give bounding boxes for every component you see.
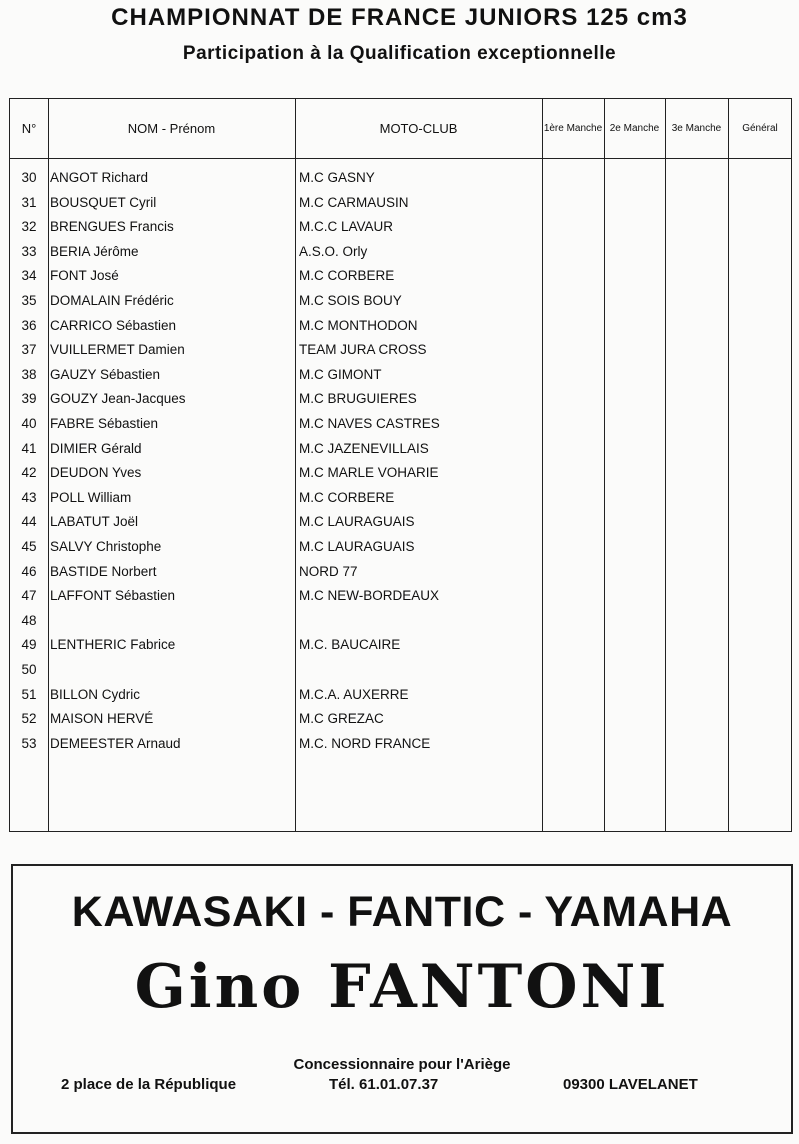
table-row: [10, 461, 791, 486]
rider-number: 30: [21, 170, 37, 185]
ad-subtitle: Concessionnaire pour l'Ariège: [293, 1056, 511, 1073]
rider-number: 35: [21, 293, 37, 308]
rider-name: ANGOT Richard: [50, 170, 149, 185]
moto-club: M.C NAVES CASTRES: [299, 416, 440, 431]
rider-number: 51: [21, 686, 37, 702]
rider-name: POLL William: [50, 489, 132, 505]
advertisement: [11, 864, 793, 1134]
header-manche-3: 3e Manche: [671, 123, 722, 134]
ad-brands: KAWASAKI - FANTIC - YAMAHA: [71, 888, 733, 936]
rider-name: MAISON HERVÉ: [50, 711, 154, 727]
table-row: [10, 338, 791, 363]
table-row: [10, 584, 791, 609]
rider-number: 50: [21, 662, 37, 677]
moto-club: M.C MONTHODON: [299, 317, 418, 333]
page-subtitle: Participation à la Qualification exceptionnelle: [182, 43, 617, 64]
moto-club: M.C CORBERE: [299, 489, 395, 505]
moto-club: M.C GASNY: [299, 170, 375, 185]
table-row: [10, 191, 791, 216]
rider-name: BERIA Jérôme: [50, 243, 139, 259]
rider-number: 37: [21, 342, 37, 358]
rider-name: CARRICO Sébastien: [50, 317, 177, 333]
rider-name: GOUZY Jean-Jacques: [50, 391, 186, 407]
moto-club: A.S.O. Orly: [299, 243, 368, 259]
rider-name: LENTHERIC Fabrice: [50, 637, 176, 653]
ad-phone: Tél. 61.01.07.37: [329, 1076, 439, 1093]
table-row: [10, 658, 791, 683]
table-row: [10, 264, 791, 289]
moto-club: M.C CARMAUSIN: [299, 194, 409, 210]
table-row: [10, 166, 791, 191]
rider-name: LABATUT Joël: [50, 514, 139, 530]
page-title: CHAMPIONNAT DE FRANCE JUNIORS 125 cm3: [111, 4, 688, 31]
ad-city: 09300 LAVELANET: [563, 1076, 698, 1093]
rider-name: VUILLERMET Damien: [50, 342, 185, 358]
rider-name: DOMALAIN Frédéric: [50, 293, 174, 308]
rider-name: LAFFONT Sébastien: [50, 588, 176, 604]
rider-number: 53: [21, 735, 37, 751]
moto-club: NORD 77: [299, 563, 358, 579]
rider-name: SALVY Christophe: [50, 539, 162, 554]
rider-name: FONT José: [50, 268, 119, 284]
rider-name: DEMEESTER Arnaud: [50, 735, 181, 751]
moto-club: M.C.C LAVAUR: [299, 219, 394, 235]
rider-number: 45: [21, 539, 37, 554]
rider-name: GAUZY Sébastien: [50, 366, 161, 382]
moto-club: TEAM JURA CROSS: [299, 342, 427, 358]
table-row: [10, 289, 791, 314]
table-row: [10, 633, 791, 658]
moto-club: M.C GIMONT: [299, 366, 382, 382]
table-row: [10, 387, 791, 412]
table-row: [10, 609, 791, 634]
header-name: NOM - Prénom: [127, 121, 216, 136]
moto-club: M.C SOIS BOUY: [299, 293, 402, 308]
ad-dealer-name: Gino FANTONI: [134, 952, 670, 1022]
rider-number: 48: [21, 612, 37, 628]
table-row: [10, 707, 791, 732]
rider-name: FABRE Sébastien: [50, 416, 159, 431]
table-row: [10, 486, 791, 511]
rider-number: 32: [21, 219, 37, 235]
rider-number: 40: [21, 416, 37, 431]
rider-name: DIMIER Gérald: [50, 440, 142, 456]
results-table: [9, 98, 792, 832]
moto-club: M.C JAZENEVILLAIS: [299, 440, 429, 456]
header-club: MOTO-CLUB: [379, 121, 458, 136]
table-row: [10, 215, 791, 240]
moto-club: M.C. BAUCAIRE: [299, 637, 401, 653]
rider-number: 49: [21, 637, 37, 653]
table-row: [10, 683, 791, 708]
rider-number: 33: [21, 243, 37, 259]
rider-number: 41: [21, 440, 37, 456]
table-row: [10, 412, 791, 437]
moto-club: M.C. NORD FRANCE: [299, 735, 431, 751]
rider-name: BRENGUES Francis: [50, 219, 174, 235]
table-row: [10, 560, 791, 585]
header-no: N°: [21, 121, 37, 136]
table-row: [10, 437, 791, 462]
rider-number: 31: [21, 194, 37, 210]
moto-club: M.C CORBERE: [299, 268, 395, 284]
moto-club: M.C MARLE VOHARIE: [299, 465, 439, 481]
table-row: [10, 314, 791, 339]
moto-club: M.C.A. AUXERRE: [299, 686, 409, 702]
moto-club: M.C LAURAGUAIS: [299, 539, 415, 554]
rider-name: BASTIDE Norbert: [50, 563, 157, 579]
header-manche-1: 1ère Manche: [543, 123, 603, 134]
rider-number: 44: [21, 514, 37, 530]
rider-number: 38: [21, 366, 37, 382]
rider-number: 46: [21, 563, 37, 579]
table-row: [10, 240, 791, 265]
table-row: [10, 510, 791, 535]
header-manche-2: 2e Manche: [609, 123, 660, 134]
table-row: [10, 535, 791, 560]
header-general: Général: [742, 123, 778, 134]
moto-club: M.C GREZAC: [299, 711, 384, 727]
rider-number: 34: [21, 268, 37, 284]
ad-address: 2 place de la République: [61, 1076, 237, 1093]
table-row: [10, 363, 791, 388]
rider-name: BOUSQUET Cyril: [50, 194, 157, 210]
moto-club: M.C BRUGUIERES: [299, 391, 417, 407]
rider-number: 47: [21, 588, 37, 604]
header-divider: [10, 158, 791, 159]
rider-number: 42: [21, 465, 37, 481]
rider-number: 39: [21, 391, 37, 407]
rider-number: 43: [21, 489, 37, 505]
rider-number: 36: [21, 317, 37, 333]
rider-name: BILLON Cydric: [50, 686, 141, 702]
rider-number: 52: [21, 711, 37, 727]
rider-name: DEUDON Yves: [50, 465, 142, 481]
table-row: [10, 732, 791, 757]
moto-club: M.C LAURAGUAIS: [299, 514, 415, 530]
moto-club: M.C NEW-BORDEAUX: [299, 588, 440, 604]
